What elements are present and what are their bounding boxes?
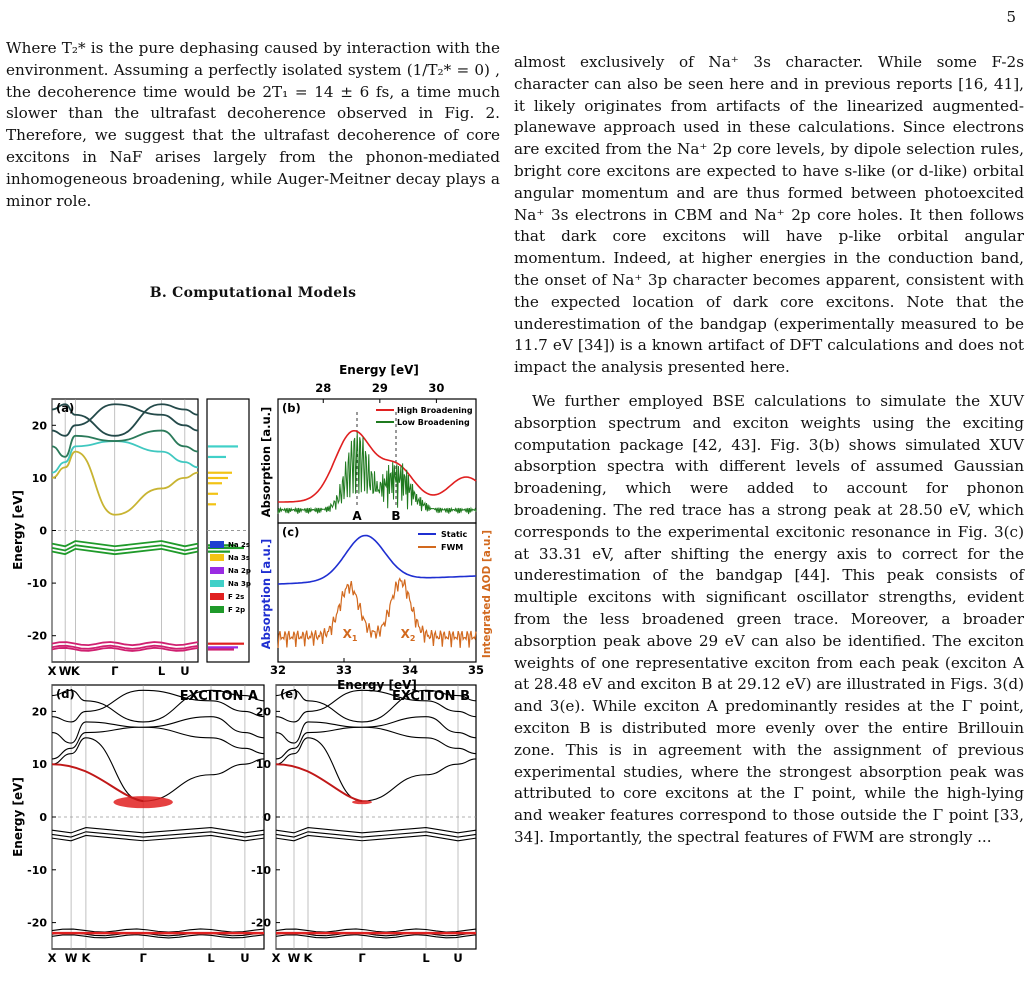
y-tick-label: 10 (31, 758, 47, 772)
dos-peak (208, 482, 222, 484)
k-point-label: W (58, 664, 72, 678)
y-tick-label: -10 (27, 577, 47, 591)
k-point-label: U (240, 951, 250, 965)
dos-peak (208, 503, 216, 505)
core-band (276, 929, 476, 932)
y-tick-label: -20 (27, 916, 47, 930)
legend-fwm: FWM (441, 543, 464, 552)
bottom-axis-label: Energy [eV] (337, 678, 417, 692)
y-tick-label: 0 (39, 811, 47, 824)
k-point-label: L (422, 951, 430, 965)
y-tick-label: 20 (31, 419, 47, 433)
left-column (6, 38, 500, 212)
dos-legend-swatch (210, 541, 224, 548)
y-tick-label: 0 (263, 811, 271, 824)
dos-legend-label: Na 3s (228, 554, 251, 562)
panel-d-y-label: Energy [eV] (11, 777, 25, 857)
top-axis-label: Energy [eV] (339, 363, 419, 377)
y-tick-label: 10 (255, 758, 271, 772)
dos-peak (208, 472, 232, 474)
k-point-label: K (70, 664, 80, 678)
dos-legend-swatch (210, 606, 224, 613)
legend-low-broadening: Low Broadening (397, 418, 470, 427)
dos-peak (208, 445, 238, 447)
panel-b-y-label: Absorption [a.u.] (259, 406, 273, 518)
panel-d-title: EXCITON A (179, 689, 258, 704)
k-point-label: X (47, 664, 57, 678)
panel-c-spectra (278, 536, 476, 649)
panel-a-y-label: Energy [eV] (11, 490, 25, 570)
conduction-band (276, 727, 476, 759)
core-band (52, 642, 198, 645)
k-point-label: K (81, 951, 91, 965)
k-point-label: K (303, 951, 313, 965)
panel-e-title: EXCITON B (391, 689, 470, 704)
bottom-tick-label: 33 (335, 663, 353, 677)
dos-legend-swatch (210, 567, 224, 574)
k-point-label: W (287, 951, 301, 965)
k-point-label: Γ (358, 951, 366, 965)
high-broadening-trace (278, 431, 476, 502)
y-tick-label: -10 (251, 863, 271, 877)
conduction-band (52, 452, 198, 515)
k-point-label: L (157, 664, 166, 678)
panel-c-y-label-left: Absorption [a.u.] (259, 538, 273, 650)
page-number: 5 (1006, 8, 1016, 26)
y-tick-label: 20 (255, 705, 271, 719)
top-tick-label: 29 (371, 381, 388, 395)
k-point-label: X (47, 951, 57, 965)
fwm-trace (278, 579, 476, 648)
marker-a: A (352, 509, 362, 523)
k-point-label: W (64, 951, 78, 965)
panel-a-label: (a) (56, 401, 75, 415)
bottom-tick-label: 34 (401, 663, 419, 677)
y-tick-label: -20 (251, 916, 271, 930)
y-tick-label: 0 (39, 524, 47, 538)
exciton-weight-branch (52, 764, 143, 801)
k-point-label: X (271, 951, 281, 965)
core-band (52, 929, 264, 932)
conduction-band (52, 441, 198, 473)
dos-legend-label: F 2s (228, 593, 245, 601)
dos-peak (208, 643, 244, 645)
dos-legend-swatch (210, 593, 224, 600)
k-point-label: L (207, 951, 215, 965)
panel-c-y-label-right: Integrated ΔOD [a.u.] (481, 529, 493, 659)
dos-legend-swatch (210, 554, 224, 561)
exciton-weight-branch (276, 764, 362, 801)
y-tick-label: -20 (27, 629, 47, 643)
dos-peak (208, 551, 230, 553)
dos-legend-label: F 2p (228, 606, 246, 614)
conduction-band (52, 727, 264, 759)
dos-peak (208, 456, 226, 458)
panel-c-label: (c) (282, 525, 300, 539)
dos-legend-label: Na 3p (228, 580, 251, 588)
panel-b-spectra (278, 412, 476, 514)
top-axis-ticks (315, 381, 444, 403)
y-tick-label: 20 (31, 705, 47, 719)
conduction-band (276, 738, 476, 801)
dos-legend-label: Na 2s (228, 541, 251, 549)
dos-legend-swatch (210, 580, 224, 587)
panel-a-band-structure (27, 399, 198, 678)
panel-b-label: (b) (282, 401, 301, 415)
panel-e-label: (e) (280, 687, 299, 701)
marker-x1: $X_1$ (342, 627, 358, 643)
conduction-band (52, 717, 264, 743)
dos-peak (208, 646, 238, 648)
bottom-tick-label: 35 (467, 663, 485, 677)
y-tick-label: -10 (27, 863, 47, 877)
panel-d-band-structure (27, 685, 264, 965)
paragraph-bse-calculations: We further employed BSE calculations to simulate the XUV absorption spectrum and exciton weights using the exciting computation package [42, 43]. Fig. 3(b) shows simulated XUV absorption spectra with different levels of assumed Gaussian broadening, which were added to account for phonon broadening. The red trace has a strong peak at 28.50 eV, which corresponds to the experimental excitonic resonance in Fig. 3(c) at 33.31 eV, after shifting the energy axis to correct for the underestimation of the bandgap [44]. This peak consists of multiple excitons with significant oscillator strengths, evident from the less broadened green trace. Moreover, a broader absorption peak above 29 eV can also be identified. The exciton weights of one representative exciton from each peak (exciton A at 28.48 eV and exciton B at 29.12 eV) are illustrated in Figs. 3(d) and 3(e). While exciton A predominantly resides at the Γ point, exciton B is distributed more evenly over the entire Brillouin zone. This is in agreement with the assignment of previous experimental studies, where the strongest absorption peak was attributed to core excitons at the Γ point, while the high-lying and weaker features correspond to those outside the Γ point [33, 34]. Importantly, the spectral features of FWM are strongly ... (514, 391, 1024, 846)
dos-legend-label: Na 2p (228, 567, 251, 575)
conduction-band (52, 738, 264, 801)
dos-peak (208, 477, 228, 479)
k-point-label: U (180, 664, 190, 678)
low-broadening-trace (278, 432, 476, 514)
conduction-band (276, 717, 476, 743)
dos-peak (208, 493, 218, 495)
marker-x2: $X_2$ (400, 627, 416, 643)
k-point-label: Γ (139, 951, 147, 965)
legend-static: Static (441, 530, 468, 539)
right-column (514, 52, 1024, 849)
paragraph-decoherence: Where T₂* is the pure dephasing caused by interaction with the environment. Assuming a perfectly isolated system (1/T₂* = 0) , the decoherence time would be 2T₁ = 14 ± 6 fs, a time much slower than the ultrafast decoherence observed in Fig. 2. Therefore, we suggest that the ultrafast decoherence of core excitons in NaF arises largely from the phonon-mediated inhomogeneous broadening, while Auger-Meitner decay plays a minor role. (6, 39, 500, 210)
marker-b: B (391, 509, 401, 523)
y-tick-label: 10 (31, 471, 47, 485)
bottom-tick-label: 32 (269, 663, 287, 677)
figure-3 (0, 352, 500, 985)
bottom-axis-ticks (270, 658, 484, 677)
k-point-label: Γ (111, 664, 119, 678)
legend-high-broadening: High Broadening (397, 406, 473, 415)
top-tick-label: 30 (428, 381, 445, 395)
panel-e-band-structure (251, 685, 476, 965)
panel-d-label: (d) (56, 687, 75, 701)
section-heading: B. Computational Models (149, 285, 357, 301)
exciton-weight (113, 796, 172, 808)
top-tick-label: 28 (315, 381, 332, 395)
k-point-label: U (453, 951, 463, 965)
paragraph-band-character: almost exclusively of Na⁺ 3s character. While some F-2s character can also be seen here and in previous reports [16, 41], it likely originates from artifacts of the linearized augmented-planewave approach used in these calculations. Since electrons are excited from the Na⁺ 2p core levels, by dipole selection rules, bright core excitons are expected to have s-like (or d-like) orbital angular momentum and are thus formed between photoexcited Na⁺ 3s electrons in CBM and Na⁺ 2p core holes. It then follows that dark core excitons will have p-like orbital angular momentum. Indeed, at higher energies in the conduction band, the onset of Na⁺ 3p character becomes apparent, consistent with the expected location of dark core excitons. Note that the underestimation of the bandgap (experimentally measured to be 11.7 eV [34]) is a known artifact of DFT calculations and does not impact the analysis presented here. (514, 53, 1024, 377)
dos-peak (208, 648, 234, 650)
